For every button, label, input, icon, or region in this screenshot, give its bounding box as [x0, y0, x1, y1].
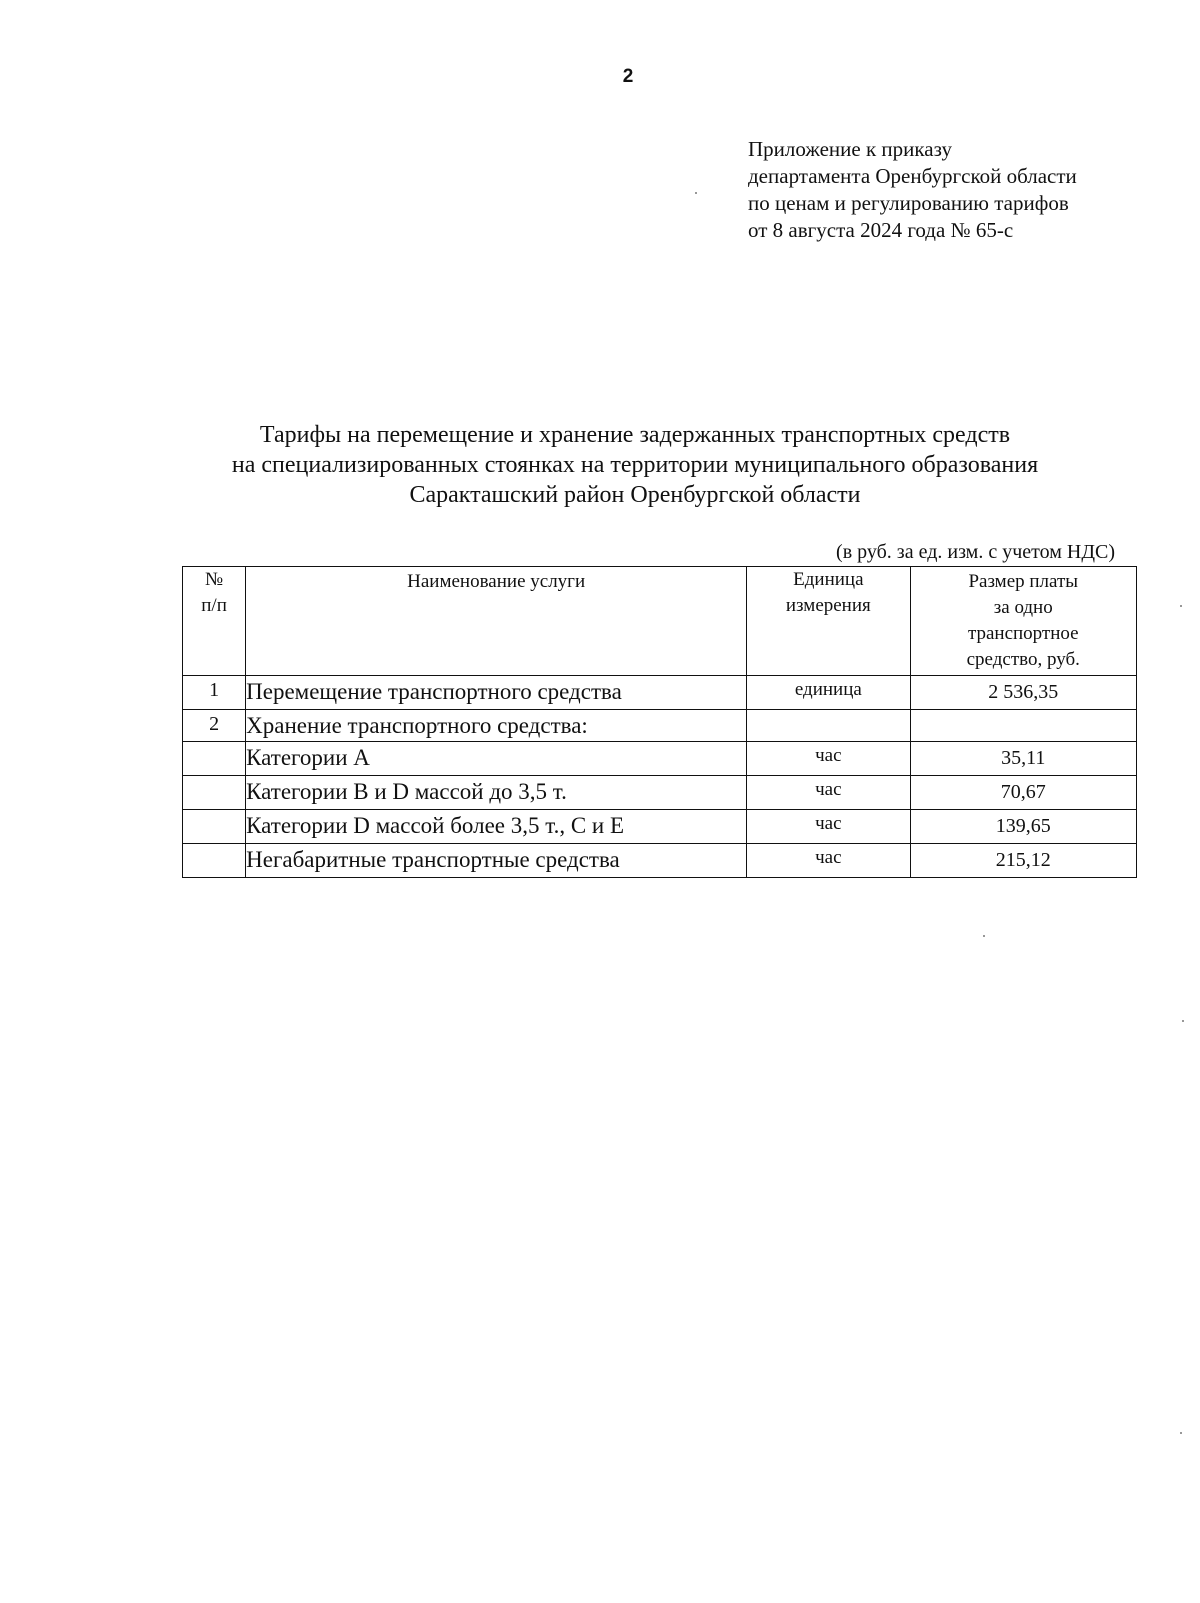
row-unit: час — [747, 844, 910, 878]
header-unit-line: измерения — [785, 595, 871, 616]
header-name: Наименование услуги — [246, 567, 747, 676]
table-row — [183, 742, 1137, 776]
header-price-line: Размер платы — [968, 571, 1079, 592]
row-name: Категории А — [246, 742, 747, 776]
row-num: 2 — [183, 710, 246, 742]
row-name: Хранение транспортного средства: — [246, 710, 747, 742]
row-name: Категории В и D массой до 3,5 т. — [246, 776, 747, 810]
title-line: Саракташский район Оренбургской области — [409, 482, 861, 508]
header-price — [910, 567, 1137, 676]
appendix-block — [748, 136, 1188, 244]
row-unit: час — [747, 810, 910, 844]
row-num — [183, 742, 246, 776]
header-unit-line: Единица — [793, 569, 864, 590]
row-price: 35,11 — [910, 742, 1137, 776]
row-num — [183, 776, 246, 810]
header-unit — [747, 567, 910, 676]
row-price: 70,67 — [910, 776, 1137, 810]
table-row — [183, 776, 1137, 810]
row-unit: единица — [747, 676, 910, 710]
scan-speck — [983, 935, 985, 937]
units-note: (в руб. за ед. изм. с учетом НДС) — [836, 541, 1115, 563]
row-price — [910, 710, 1137, 742]
appendix-line: департамента Оренбургской области — [748, 164, 1077, 188]
row-unit: час — [747, 742, 910, 776]
title-line: Тарифы на перемещение и хранение задержанных транспортных средств — [259, 422, 1011, 448]
row-name: Негабаритные транспортные средства — [246, 844, 747, 878]
table-row — [183, 676, 1137, 710]
row-unit: час — [747, 776, 910, 810]
scan-speck — [1182, 1020, 1184, 1022]
scan-speck — [1180, 1432, 1182, 1434]
table-header-row — [183, 567, 1137, 676]
row-unit — [747, 710, 910, 742]
row-num — [183, 844, 246, 878]
table-row — [183, 810, 1137, 844]
header-price-line: за одно — [993, 597, 1053, 618]
title-line: на специализированных стоянках на территории муниципального образования — [231, 452, 1039, 478]
header-num-line: п/п — [201, 595, 227, 616]
appendix-line: от 8 августа 2024 года № 65-с — [748, 218, 1014, 242]
table-row — [183, 844, 1137, 878]
row-name: Перемещение транспортного средства — [246, 676, 747, 710]
row-name: Категории D массой более 3,5 т., С и Е — [246, 810, 747, 844]
row-num — [183, 810, 246, 844]
tariff-table — [182, 566, 1137, 878]
row-price: 2 536,35 — [910, 676, 1137, 710]
header-num — [183, 567, 246, 676]
appendix-line: по ценам и регулированию тарифов — [748, 191, 1069, 215]
document-title — [150, 420, 1120, 510]
header-num-line: № — [204, 569, 224, 590]
row-price: 139,65 — [910, 810, 1137, 844]
header-price-line: средство, руб. — [966, 649, 1080, 670]
table-row — [183, 710, 1137, 742]
header-price-line: транспортное — [967, 623, 1079, 644]
appendix-line: Приложение к приказу — [748, 137, 952, 161]
row-num: 1 — [183, 676, 246, 710]
page-number: 2 — [622, 66, 634, 87]
row-price: 215,12 — [910, 844, 1137, 878]
scan-speck — [695, 192, 697, 194]
scan-speck — [1180, 605, 1182, 607]
